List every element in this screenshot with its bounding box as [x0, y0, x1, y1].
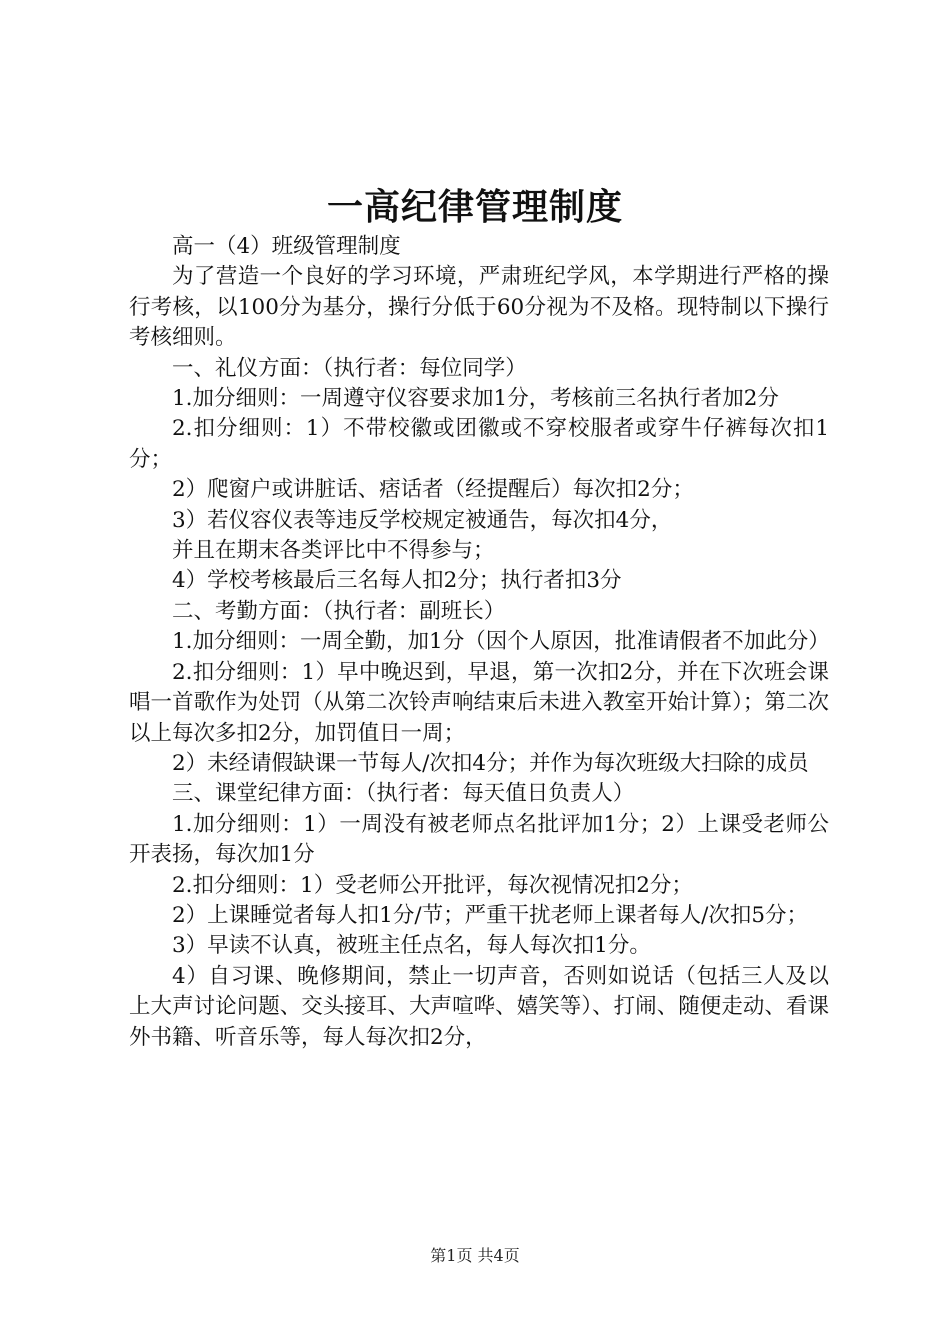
document-title: 一高纪律管理制度 [326, 186, 623, 228]
paragraph: 3）若仪容仪表等违反学校规定被通告，每次扣4分， [172, 507, 673, 533]
paragraph: 2.扣分细则：1）早中晚迟到，早退，第一次扣2分，并在下次班会课唱一首歌作为处罚（从第二次铃声响结束后未进入教室开始计算）；第二次以上每次多扣2分，加罚值日一周； [129, 659, 829, 746]
paragraph: 三、课堂纪律方面：（执行者：每天值日负责人） [172, 781, 635, 807]
paragraph: 高一（4）班级管理制度 [172, 234, 401, 259]
paragraph: 4）学校考核最后三名每人扣2分；执行者扣3分 [172, 568, 622, 594]
paragraph: 2）未经请假缺课一节每人/次扣4分；并作为每次班级大扫除的成员 [172, 750, 809, 776]
paragraph: 1.加分细则：一周全勤，加1分（因个人原因，批准请假者不加此分） [172, 629, 830, 655]
paragraph: 3）早读不认真，被班主任点名，每人每次扣1分。 [172, 933, 651, 959]
paragraph: 2）爬窗户或讲脏话、痞话者（经提醒后）每次扣2分； [172, 477, 694, 503]
paragraph: 二、考勤方面：（执行者：副班长） [172, 598, 506, 624]
paragraph: 并且在期末各类评比中不得参与； [172, 538, 495, 564]
paragraph: 2）上课睡觉者每人扣1分/节；严重干扰老师上课者每人/次扣5分； [172, 902, 809, 928]
paragraph: 一、礼仪方面：（执行者：每位同学） [172, 355, 527, 381]
paragraph: 2.扣分细则：1）受老师公开批评，每次视情况扣2分； [172, 872, 693, 898]
paragraph: 1.加分细则：1）一周没有被老师点名批评加1分；2）上课受老师公开表扬，每次加1分 [129, 811, 829, 868]
paragraph: 1.加分细则：一周遵守仪容要求加1分，考核前三名执行者加2分 [172, 386, 779, 412]
paragraph: 4）自习课、晚修期间，禁止一切声音，否则如说话（包括三人及以上大声讨论问题、交头接耳、大声喧哗、嬉笑等）、打闹、随便走动、看课外书籍、听音乐等，每人每次扣2分， [129, 963, 829, 1050]
paragraph: 2.扣分细则：1）不带校徽或团徽或不穿校服者或穿牛仔裤每次扣1分； [129, 416, 829, 472]
page-footer: 第1页 共4页 [430, 1246, 520, 1265]
paragraph: 为了营造一个良好的学习环境，严肃班纪学风，本学期进行严格的操行考核，以100分为基分，操行分低于60分视为不及格。现特制以下操行考核细则。 [129, 264, 829, 351]
document-body [129, 232, 829, 1053]
